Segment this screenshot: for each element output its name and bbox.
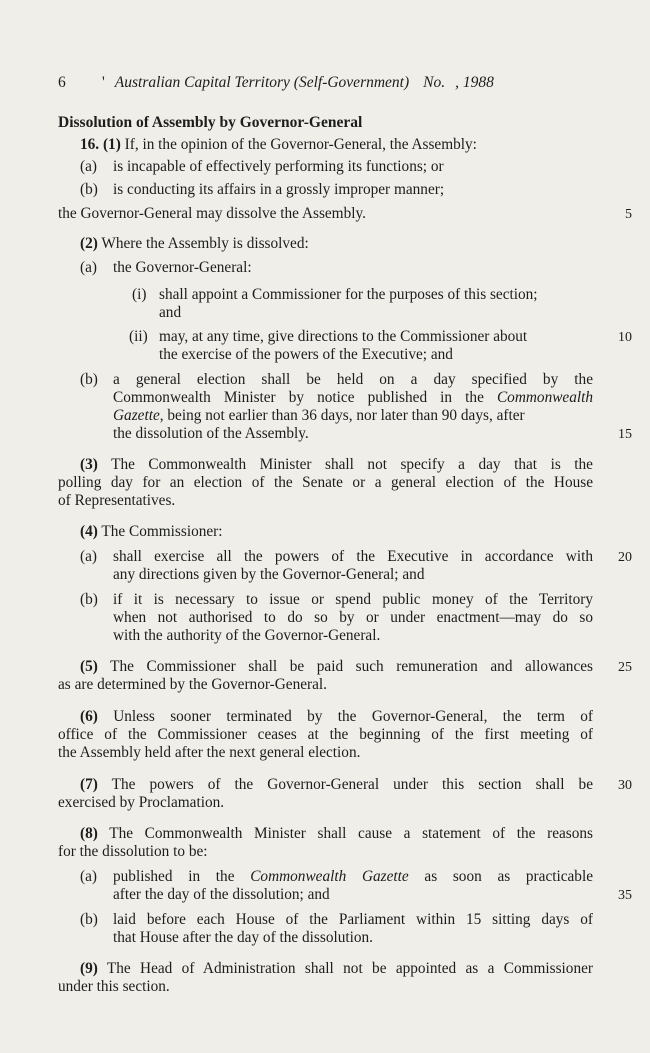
s4-intro: The Commissioner: xyxy=(101,523,223,540)
s1-a-label: (a) xyxy=(80,158,97,175)
s6-line1-text: Unless sooner terminated by the Governor-General, the term of xyxy=(113,708,593,725)
s2-b-line3-text: , being not earlier than 36 days, nor later than 90 days, after xyxy=(159,407,525,424)
s2-b-line2-text: Commonwealth Minister by notice published in the xyxy=(113,389,484,406)
s4-b-label: (b) xyxy=(80,591,98,608)
line-number-5: 5 xyxy=(625,207,632,222)
subsection-2: (2) xyxy=(80,235,98,252)
s8-b-line1: laid before each House of the Parliament within 15 sitting days of xyxy=(113,911,593,928)
s2-ii-line2: the exercise of the powers of the Executive; and xyxy=(159,346,453,363)
line-number-10: 10 xyxy=(618,330,632,345)
s9-line2: under this section. xyxy=(58,978,170,995)
s2-ii-label: (ii) xyxy=(129,328,148,345)
section-number: 16. xyxy=(80,136,100,153)
s1-close: the Governor-General may dissolve the Assembly. xyxy=(58,205,366,222)
s7-line1 xyxy=(80,776,593,794)
s2-a-text: the Governor-General: xyxy=(113,259,252,276)
subsection-9: (9) xyxy=(80,960,98,977)
s6-line2: office of the Commissioner ceases at the beginning of the first meeting of xyxy=(58,726,593,743)
subsection-8: (8) xyxy=(80,825,98,842)
s2-i-line2: and xyxy=(159,304,182,321)
s7-line1-text: The powers of the Governor-General under this section shall be xyxy=(111,776,593,793)
s1-intro: If, in the opinion of the Governor-General, the Assembly: xyxy=(124,136,477,153)
s9-line1 xyxy=(80,960,593,978)
page-number: 6 xyxy=(58,74,66,91)
s2-b-line1: a general election shall be held on a day specified by the xyxy=(113,371,593,388)
subsection-7: (7) xyxy=(80,776,98,793)
subsection-1: (1) xyxy=(102,136,121,153)
section-heading: Dissolution of Assembly by Governor-General xyxy=(58,114,363,131)
s3-line1 xyxy=(80,456,593,474)
subsection-6: (6) xyxy=(80,708,98,725)
s8-line1 xyxy=(80,825,593,843)
line-number-20: 20 xyxy=(618,550,632,565)
s8-line1-text: The Commonwealth Minister shall cause a statement of the reasons xyxy=(109,825,593,842)
s8-line2: for the dissolution to be: xyxy=(58,843,208,860)
s4-b-line2: when not authorised to do so by or under enactment—may do so xyxy=(113,609,593,626)
s2-ii-line1: may, at any time, give directions to the Commissioner about xyxy=(159,328,528,345)
s4-a-label: (a) xyxy=(80,548,97,565)
gazette-italic: Gazette xyxy=(113,407,160,424)
s2-i-label: (i) xyxy=(132,286,147,303)
s2-b-line4: the dissolution of the Assembly. xyxy=(113,425,309,442)
s2-intro-line xyxy=(80,235,309,253)
s8-b-line2: that House after the day of the dissolution. xyxy=(113,929,373,946)
s8-b-label: (b) xyxy=(80,911,98,928)
s1-a-text: is incapable of effectively performing its functions; or xyxy=(113,158,444,175)
line-number-35: 35 xyxy=(618,888,632,903)
s5-line1-text: The Commissioner shall be paid such remuneration and allowances xyxy=(110,658,593,675)
s4-b-line3: with the authority of the Governor-General. xyxy=(113,627,381,644)
line-number-15: 15 xyxy=(618,427,632,442)
header-number-label: No. xyxy=(423,74,446,91)
s8-a-line1 xyxy=(113,868,593,886)
s2-a-label: (a) xyxy=(80,259,97,276)
line-number-30: 30 xyxy=(618,778,632,793)
s8-a-line1-pre: published in the xyxy=(113,868,235,885)
s8-a-line2: after the day of the dissolution; and xyxy=(113,886,330,903)
subsection-5: (5) xyxy=(80,658,98,675)
header-year: , 1988 xyxy=(455,74,494,91)
s4-a-line2: any directions given by the Governor-General; and xyxy=(113,566,425,583)
s3-line3: of Representatives. xyxy=(58,492,176,509)
s3-line2: polling day for an election of the Senate or a general election of the House xyxy=(58,474,593,491)
s1-b-text: is conducting its affairs in a grossly improper manner; xyxy=(113,181,445,198)
s1-intro-line xyxy=(80,136,477,154)
s3-line1-text: The Commonwealth Minister shall not specify a day that is the xyxy=(111,456,593,473)
s2-i-line1: shall appoint a Commissioner for the purposes of this section; xyxy=(159,286,538,303)
s4-a-line1: shall exercise all the powers of the Executive in accordance with xyxy=(113,548,593,565)
s8-a-line1-post: as soon as practicable xyxy=(424,868,593,885)
subsection-4: (4) xyxy=(80,523,98,540)
s9-line1-text: The Head of Administration shall not be appointed as a Commissioner xyxy=(106,960,593,977)
s6-line1 xyxy=(80,708,593,726)
s6-line3: the Assembly held after the next general election. xyxy=(58,744,361,761)
s4-intro-line xyxy=(80,523,223,541)
s2-b-label: (b) xyxy=(80,371,98,388)
header-title: Australian Capital Territory (Self-Government) xyxy=(114,74,410,91)
s2-b-line2 xyxy=(113,389,593,407)
s2-intro: Where the Assembly is dissolved: xyxy=(101,235,309,252)
line-number-25: 25 xyxy=(618,660,632,675)
s5-line1 xyxy=(80,658,593,676)
s8-a-label: (a) xyxy=(80,868,97,885)
page-header xyxy=(58,74,494,92)
commonwealth-gazette-italic: Commonwealth Gazette xyxy=(250,868,409,885)
s2-b-line3 xyxy=(113,407,525,425)
s1-b-label: (b) xyxy=(80,181,98,198)
subsection-3: (3) xyxy=(80,456,98,473)
header-mark: ' xyxy=(102,74,105,91)
s7-line2: exercised by Proclamation. xyxy=(58,794,225,811)
commonwealth-italic: Commonwealth xyxy=(496,389,594,406)
s5-line2: as are determined by the Governor-General. xyxy=(58,676,327,693)
s4-b-line1: if it is necessary to issue or spend public money of the Territory xyxy=(113,591,593,608)
